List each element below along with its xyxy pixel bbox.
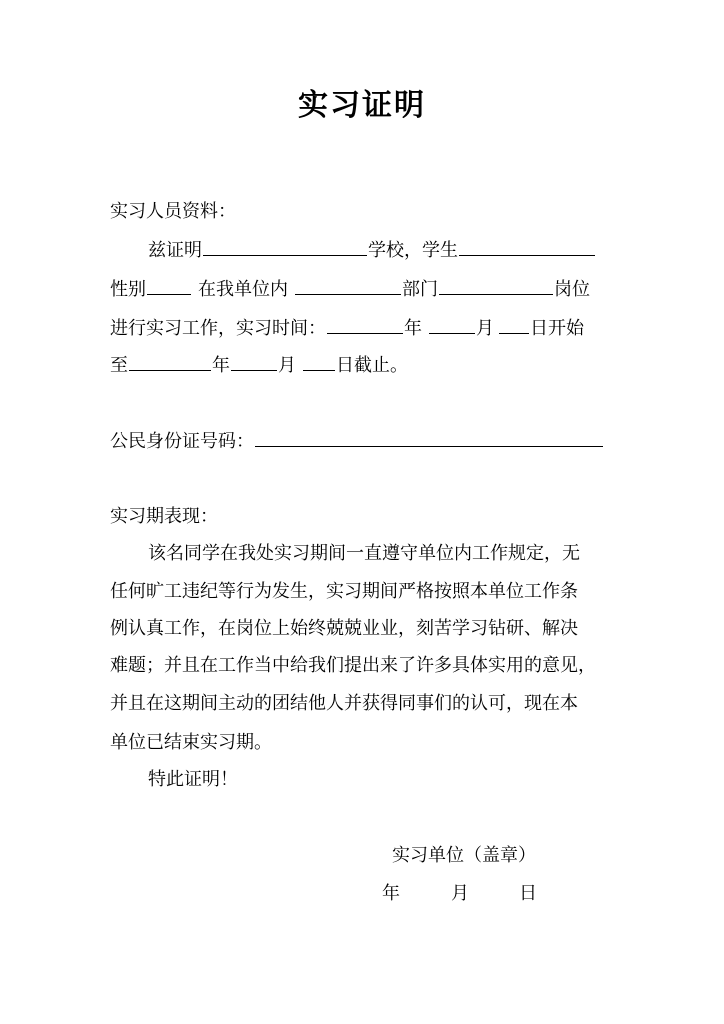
signature-month: 月 (451, 883, 469, 904)
text-in-unit: 在我单位内 (198, 279, 288, 300)
id-number-label: 公民身份证号码： (110, 431, 254, 452)
section-heading-intern-info (110, 200, 236, 224)
info-line-start-date (110, 315, 584, 339)
signature-day: 日 (519, 883, 537, 904)
document-title: 实习证明 (298, 88, 426, 123)
blank-position (439, 276, 553, 295)
performance-line: 任何旷工违纪等行为发生，实习期间严格按照本单位工作条 (110, 581, 578, 602)
text-gender: 性别 (110, 279, 146, 300)
section-heading-text: 实习期表现： (110, 506, 218, 527)
blank-school-name (203, 237, 367, 256)
blank-id-number (255, 428, 603, 447)
text-start-day: 日开始 (530, 318, 584, 339)
blank-end-year (129, 352, 211, 371)
text-position: 岗位 (554, 279, 590, 300)
closing-statement: 特此证明！ (148, 769, 238, 790)
performance-line: 例认真工作，在岗位上始终兢兢业业，刻苦学习钻研、解决 (110, 618, 578, 639)
text-department: 部门 (402, 279, 438, 300)
blank-start-year (327, 315, 403, 334)
text-until: 至 (110, 355, 128, 376)
info-line-gender-department (110, 276, 590, 300)
text-start-year: 年 (404, 318, 422, 339)
blank-student-name (459, 237, 595, 256)
text-internship-time: 进行实习工作，实习时间： (110, 318, 326, 339)
section-heading-performance (110, 505, 218, 529)
blank-gender (147, 276, 191, 295)
blank-start-day (499, 315, 529, 334)
blank-start-month (429, 315, 475, 334)
text-school-student: 学校，学生 (368, 240, 458, 261)
blank-end-day (303, 352, 335, 371)
text-end-month: 月 (278, 355, 296, 376)
blank-department (295, 276, 401, 295)
signature-year: 年 (382, 883, 400, 904)
performance-line: 单位已结束实习期。 (110, 732, 272, 753)
performance-line: 难题；并且在工作当中给我们提出来了许多具体实用的意见， (110, 655, 596, 676)
performance-line: 并且在这期间主动的团结他人并获得同事们的认可，现在本 (110, 693, 578, 714)
signature-unit-seal: 实习单位（盖章） (392, 845, 536, 866)
id-number-line (110, 428, 604, 452)
section-heading-text: 实习人员资料： (110, 201, 236, 222)
text-certify: 兹证明 (148, 240, 202, 261)
text-end-year: 年 (212, 355, 230, 376)
info-line-end-date (110, 352, 408, 376)
blank-end-month (231, 352, 277, 371)
text-start-month: 月 (476, 318, 494, 339)
text-end-day: 日截止。 (336, 355, 408, 376)
info-line-school-student (148, 237, 596, 261)
performance-line: 该名同学在我处实习期间一直遵守单位内工作规定，无 (148, 543, 580, 564)
